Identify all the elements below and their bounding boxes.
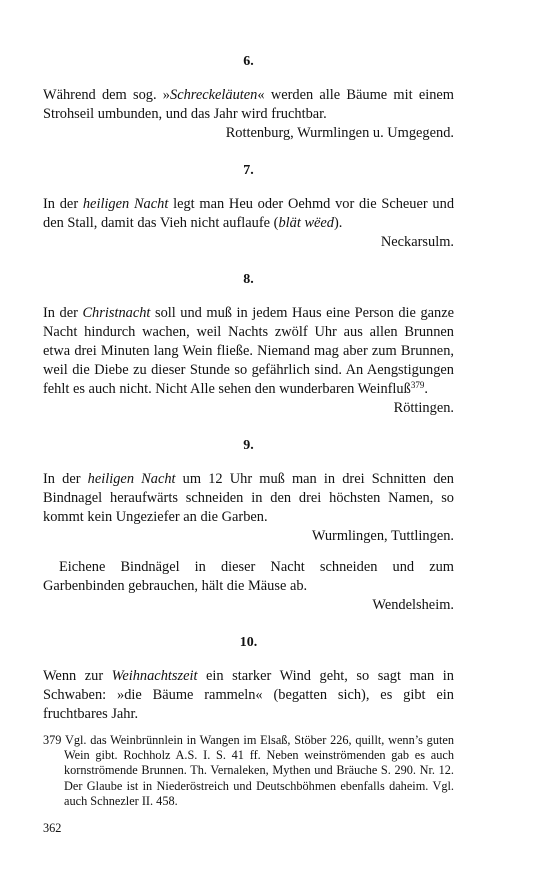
section-place: Neckarsulm. [380, 234, 454, 250]
footnote [43, 733, 454, 809]
section-extra-text: Eichene Bindnägel in dieser Nacht schneiden und zum Garbenbinden gebrauchen, hält die Mäuse ab. [43, 559, 454, 594]
section-place: Wurmlingen, Tuttlingen. [311, 528, 454, 544]
section-number: 6. [243, 54, 254, 69]
section-text: In der heiligen Nacht legt man Heu oder Oehmd vor die Scheuer und den Stall, damit das Vieh nicht auflaufe (blät wëed). [43, 196, 455, 231]
section-extra-place: Wendelsheim. [372, 597, 454, 613]
section-text: In der Christnacht soll und muß in jedem Haus eine Person die ganze Nacht hindurch wachen, weil Nachts zwölf Uhr aus allen Brunnen etwa drei Minuten lang Wein fließe. Niemand mag aber zum Brunnen, weil die Diebe zu dieser Stunde so gefährlich sind. An Aengstigungen fehlt es auch nicht. Nicht Alle sehen den wunderbaren Weinfluß$^{379}$. [43, 305, 454, 397]
section-text: Wenn zur Weihnachtszeit ein starker Wind geht, so sagt man in Schwaben: »die Bäume rammeln« (begatten sich), es gibt ein fruchtbares Jahr. [43, 668, 454, 722]
page-body [43, 44, 454, 724]
footnote-text: 379 Vgl. das Weinbrünnlein in Wangen im Elsaß, Stöber 226, quillt, wenn’s guten Wein gibt. Rochholz A.S. I. S. 41 ff. Neben weinströmenden gab es auch kornströmende Brunnen. Th. Vernaleken, Mythen und Bräuche S. 290. Nr. 12. Der Glaube ist in Niederöstreich und Deutschböhmen ebenfalls daheim. Vgl. auch Schnezler II. 458. [43, 733, 454, 808]
section-number: 8. [243, 272, 254, 287]
section-text: Während dem sog. »Schreckeläuten« werden alle Bäume mit einem Strohseil umbunden, und das Jahr wird fruchtbar. [43, 87, 455, 122]
section-place: Röttingen. [393, 400, 454, 416]
section-number: 7. [243, 163, 254, 178]
section-number: 9. [243, 438, 254, 453]
section-place: Rottenburg, Wurmlingen u. Umgegend. [225, 125, 454, 141]
page-number: 362 [43, 821, 62, 835]
section-text: In der heiligen Nacht um 12 Uhr muß man in drei Schnitten den Bindnagel heraufwärts schneiden in den drei höchsten Namen, so kommt kein Ungeziefer an die Garben. [43, 471, 455, 525]
section-number: 10. [239, 635, 258, 650]
